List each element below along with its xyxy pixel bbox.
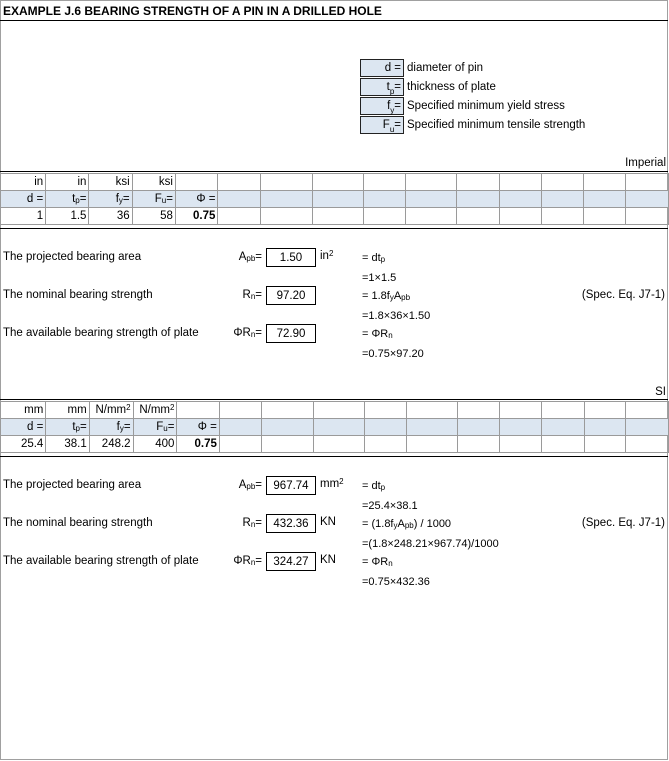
cell[interactable] xyxy=(312,174,363,191)
calc-symbol: Apb= xyxy=(238,479,262,491)
header-row xyxy=(1,419,669,436)
value-cell[interactable]: 25.4 xyxy=(1,436,46,453)
header-cell[interactable]: fy= xyxy=(89,419,133,436)
formula-note: = 1.8fyApb xyxy=(362,290,411,302)
calc-symbol: Rn= xyxy=(242,517,262,529)
formula-note: = ΦRn xyxy=(362,556,393,568)
calc-row-available-strength xyxy=(0,552,668,572)
header-cell[interactable]: tp= xyxy=(46,191,89,208)
cell[interactable] xyxy=(499,208,541,225)
result-value[interactable]: 324.27 xyxy=(266,552,316,571)
calc-symbol: ΦRn= xyxy=(233,327,262,339)
legend-description: thickness of plate xyxy=(407,81,496,93)
header-row xyxy=(1,191,669,208)
cell[interactable] xyxy=(499,191,541,208)
legend-symbol[interactable]: tp= xyxy=(360,78,404,96)
unit-cell[interactable]: $N/mm^2$ xyxy=(133,402,177,419)
imperial-input-grid xyxy=(0,173,669,225)
cell[interactable] xyxy=(457,402,500,419)
section-divider xyxy=(0,456,668,457)
cell[interactable] xyxy=(541,174,584,191)
cell[interactable] xyxy=(218,191,261,208)
calc-label: The projected bearing area xyxy=(3,251,142,263)
calc-row-nominal-strength xyxy=(0,286,668,306)
cell[interactable] xyxy=(626,174,669,191)
values-row xyxy=(1,436,669,453)
cell[interactable] xyxy=(541,191,584,208)
cell[interactable] xyxy=(457,191,500,208)
cell[interactable] xyxy=(626,419,669,436)
cell[interactable] xyxy=(626,208,669,225)
cell[interactable] xyxy=(500,419,542,436)
unit-cell[interactable]: in xyxy=(46,174,89,191)
cell[interactable] xyxy=(405,191,456,208)
header-cell[interactable]: Fu= xyxy=(133,419,177,436)
result-value[interactable]: 967.74 xyxy=(266,476,316,495)
header-cell[interactable]: Φ = xyxy=(175,191,217,208)
cell[interactable] xyxy=(626,402,669,419)
cell[interactable] xyxy=(405,174,456,191)
cell[interactable] xyxy=(364,208,406,225)
unit-cell[interactable]: in xyxy=(1,174,46,191)
formula-note: =1×1.5 xyxy=(362,272,397,284)
calc-row-nominal-strength xyxy=(0,514,668,534)
cell[interactable] xyxy=(313,402,364,419)
cell[interactable] xyxy=(406,436,457,453)
section-divider xyxy=(0,228,668,229)
spec-reference: (Spec. Eq. J7-1) xyxy=(581,289,665,301)
unit-cell[interactable]: ksi xyxy=(132,174,175,191)
cell[interactable] xyxy=(261,174,312,191)
calc-symbol: Rn= xyxy=(242,289,262,301)
legend-symbol[interactable]: Fu= xyxy=(360,116,404,134)
cell[interactable] xyxy=(312,208,363,225)
header-cell[interactable]: fy= xyxy=(89,191,132,208)
section-label-si: SI xyxy=(655,386,666,398)
cell[interactable] xyxy=(219,402,262,419)
result-value[interactable]: 1.50 xyxy=(266,248,316,267)
cell[interactable] xyxy=(406,402,457,419)
value-cell[interactable]: 1 xyxy=(1,208,46,225)
unit-cell[interactable]: ksi xyxy=(89,174,132,191)
title-underline xyxy=(0,20,668,21)
cell[interactable] xyxy=(262,402,313,419)
legend-description: Specified minimum tensile strength xyxy=(407,119,586,131)
cell[interactable] xyxy=(457,436,500,453)
cell[interactable] xyxy=(542,436,585,453)
cell[interactable] xyxy=(405,208,456,225)
calc-symbol: ΦRn= xyxy=(233,555,262,567)
section-divider xyxy=(0,171,668,172)
value-cell[interactable]: 0.75 xyxy=(175,208,217,225)
cell[interactable] xyxy=(365,419,407,436)
value-cell[interactable]: 38.1 xyxy=(46,436,89,453)
calc-label: The projected bearing area xyxy=(3,479,142,491)
value-cell[interactable]: 36 xyxy=(89,208,132,225)
legend-row-fu xyxy=(360,116,660,135)
cell[interactable] xyxy=(219,419,262,436)
cell[interactable] xyxy=(262,436,313,453)
cell[interactable] xyxy=(542,419,585,436)
header-cell[interactable]: Φ = xyxy=(177,419,219,436)
cell[interactable] xyxy=(500,436,542,453)
formula-note: = ΦRn xyxy=(362,328,393,340)
cell[interactable] xyxy=(364,191,406,208)
header-cell[interactable]: d = xyxy=(1,191,46,208)
result-value[interactable]: 97.20 xyxy=(266,286,316,305)
unit-cell[interactable]: $N/mm^2$ xyxy=(89,402,133,419)
section-label-imperial: Imperial xyxy=(625,157,666,169)
calc-symbol: Apb= xyxy=(238,251,262,263)
cell[interactable] xyxy=(313,436,364,453)
unit-cell[interactable]: mm xyxy=(46,402,89,419)
legend-description: diameter of pin xyxy=(407,62,484,74)
value-cell[interactable]: 0.75 xyxy=(177,436,219,453)
cell[interactable] xyxy=(365,436,407,453)
value-cell[interactable]: 248.2 xyxy=(89,436,133,453)
header-cell[interactable]: d = xyxy=(1,419,46,436)
cell[interactable] xyxy=(584,191,626,208)
cell[interactable] xyxy=(499,174,541,191)
cell[interactable] xyxy=(218,208,261,225)
units-row xyxy=(1,174,669,191)
unit-label: $in^2$ xyxy=(320,249,334,262)
calc-row-projected-area xyxy=(0,248,668,268)
formula-note: =(1.8×248.21×967.74)/1000 xyxy=(362,538,499,550)
cell[interactable] xyxy=(542,402,585,419)
cell[interactable] xyxy=(219,436,262,453)
cell[interactable] xyxy=(584,402,626,419)
legend-symbol[interactable]: d = xyxy=(360,59,404,77)
legend-row-tp xyxy=(360,78,660,97)
cell[interactable] xyxy=(541,208,584,225)
cell[interactable] xyxy=(175,174,217,191)
cell[interactable] xyxy=(218,174,261,191)
cell[interactable] xyxy=(261,191,312,208)
cell[interactable] xyxy=(500,402,542,419)
formula-note: = dtp xyxy=(362,252,386,264)
unit-label: KN xyxy=(320,554,336,566)
legend-row-d xyxy=(360,59,660,78)
cell[interactable] xyxy=(261,208,312,225)
legend-symbol[interactable]: fy= xyxy=(360,97,404,115)
unit-label: $mm^2$ xyxy=(320,477,344,490)
calc-label: The available bearing strength of plate xyxy=(3,555,199,567)
cell[interactable] xyxy=(626,191,669,208)
value-cell[interactable]: 58 xyxy=(132,208,175,225)
spec-reference: (Spec. Eq. J7-1) xyxy=(581,517,665,529)
cell[interactable] xyxy=(626,436,669,453)
cell[interactable] xyxy=(365,402,407,419)
header-cell[interactable]: Fu= xyxy=(132,191,175,208)
formula-note: = dtp xyxy=(362,480,386,492)
legend-row-fy xyxy=(360,97,660,116)
cell[interactable] xyxy=(457,208,500,225)
cell[interactable] xyxy=(584,419,626,436)
cell[interactable] xyxy=(312,191,363,208)
page-title: EXAMPLE J.6 BEARING STRENGTH OF A PIN IN A DRILLED HOLE xyxy=(3,4,382,18)
unit-label: KN xyxy=(320,516,336,528)
calc-label: The available bearing strength of plate xyxy=(3,327,199,339)
cell[interactable] xyxy=(313,419,364,436)
formula-note: =1.8×36×1.50 xyxy=(362,310,431,322)
cell[interactable] xyxy=(457,174,500,191)
formula-note: =0.75×432.36 xyxy=(362,576,430,588)
calc-row-available-strength xyxy=(0,324,668,344)
calc-label: The nominal bearing strength xyxy=(3,289,153,301)
calc-row-projected-area xyxy=(0,476,668,496)
result-value[interactable]: 432.36 xyxy=(266,514,316,533)
unit-cell[interactable]: mm xyxy=(1,402,46,419)
value-cell[interactable]: 1.5 xyxy=(46,208,89,225)
section-divider xyxy=(0,399,668,400)
cell[interactable] xyxy=(584,436,626,453)
result-value[interactable]: 72.90 xyxy=(266,324,316,343)
cell[interactable] xyxy=(262,419,313,436)
legend-description: Specified minimum yield stress xyxy=(407,100,565,112)
formula-note: =0.75×97.20 xyxy=(362,348,424,360)
units-row xyxy=(1,402,669,419)
si-input-grid xyxy=(0,401,669,453)
cell[interactable] xyxy=(584,174,626,191)
calc-label: The nominal bearing strength xyxy=(3,517,153,529)
values-row xyxy=(1,208,669,225)
header-cell[interactable]: tp= xyxy=(46,419,89,436)
cell[interactable] xyxy=(364,174,406,191)
cell[interactable] xyxy=(584,208,626,225)
formula-note: =25.4×38.1 xyxy=(362,500,418,512)
cell[interactable] xyxy=(177,402,219,419)
value-cell[interactable]: 400 xyxy=(133,436,177,453)
cell[interactable] xyxy=(457,419,500,436)
formula-note: = (1.8fyApb) / 1000 xyxy=(362,518,452,530)
cell[interactable] xyxy=(406,419,457,436)
